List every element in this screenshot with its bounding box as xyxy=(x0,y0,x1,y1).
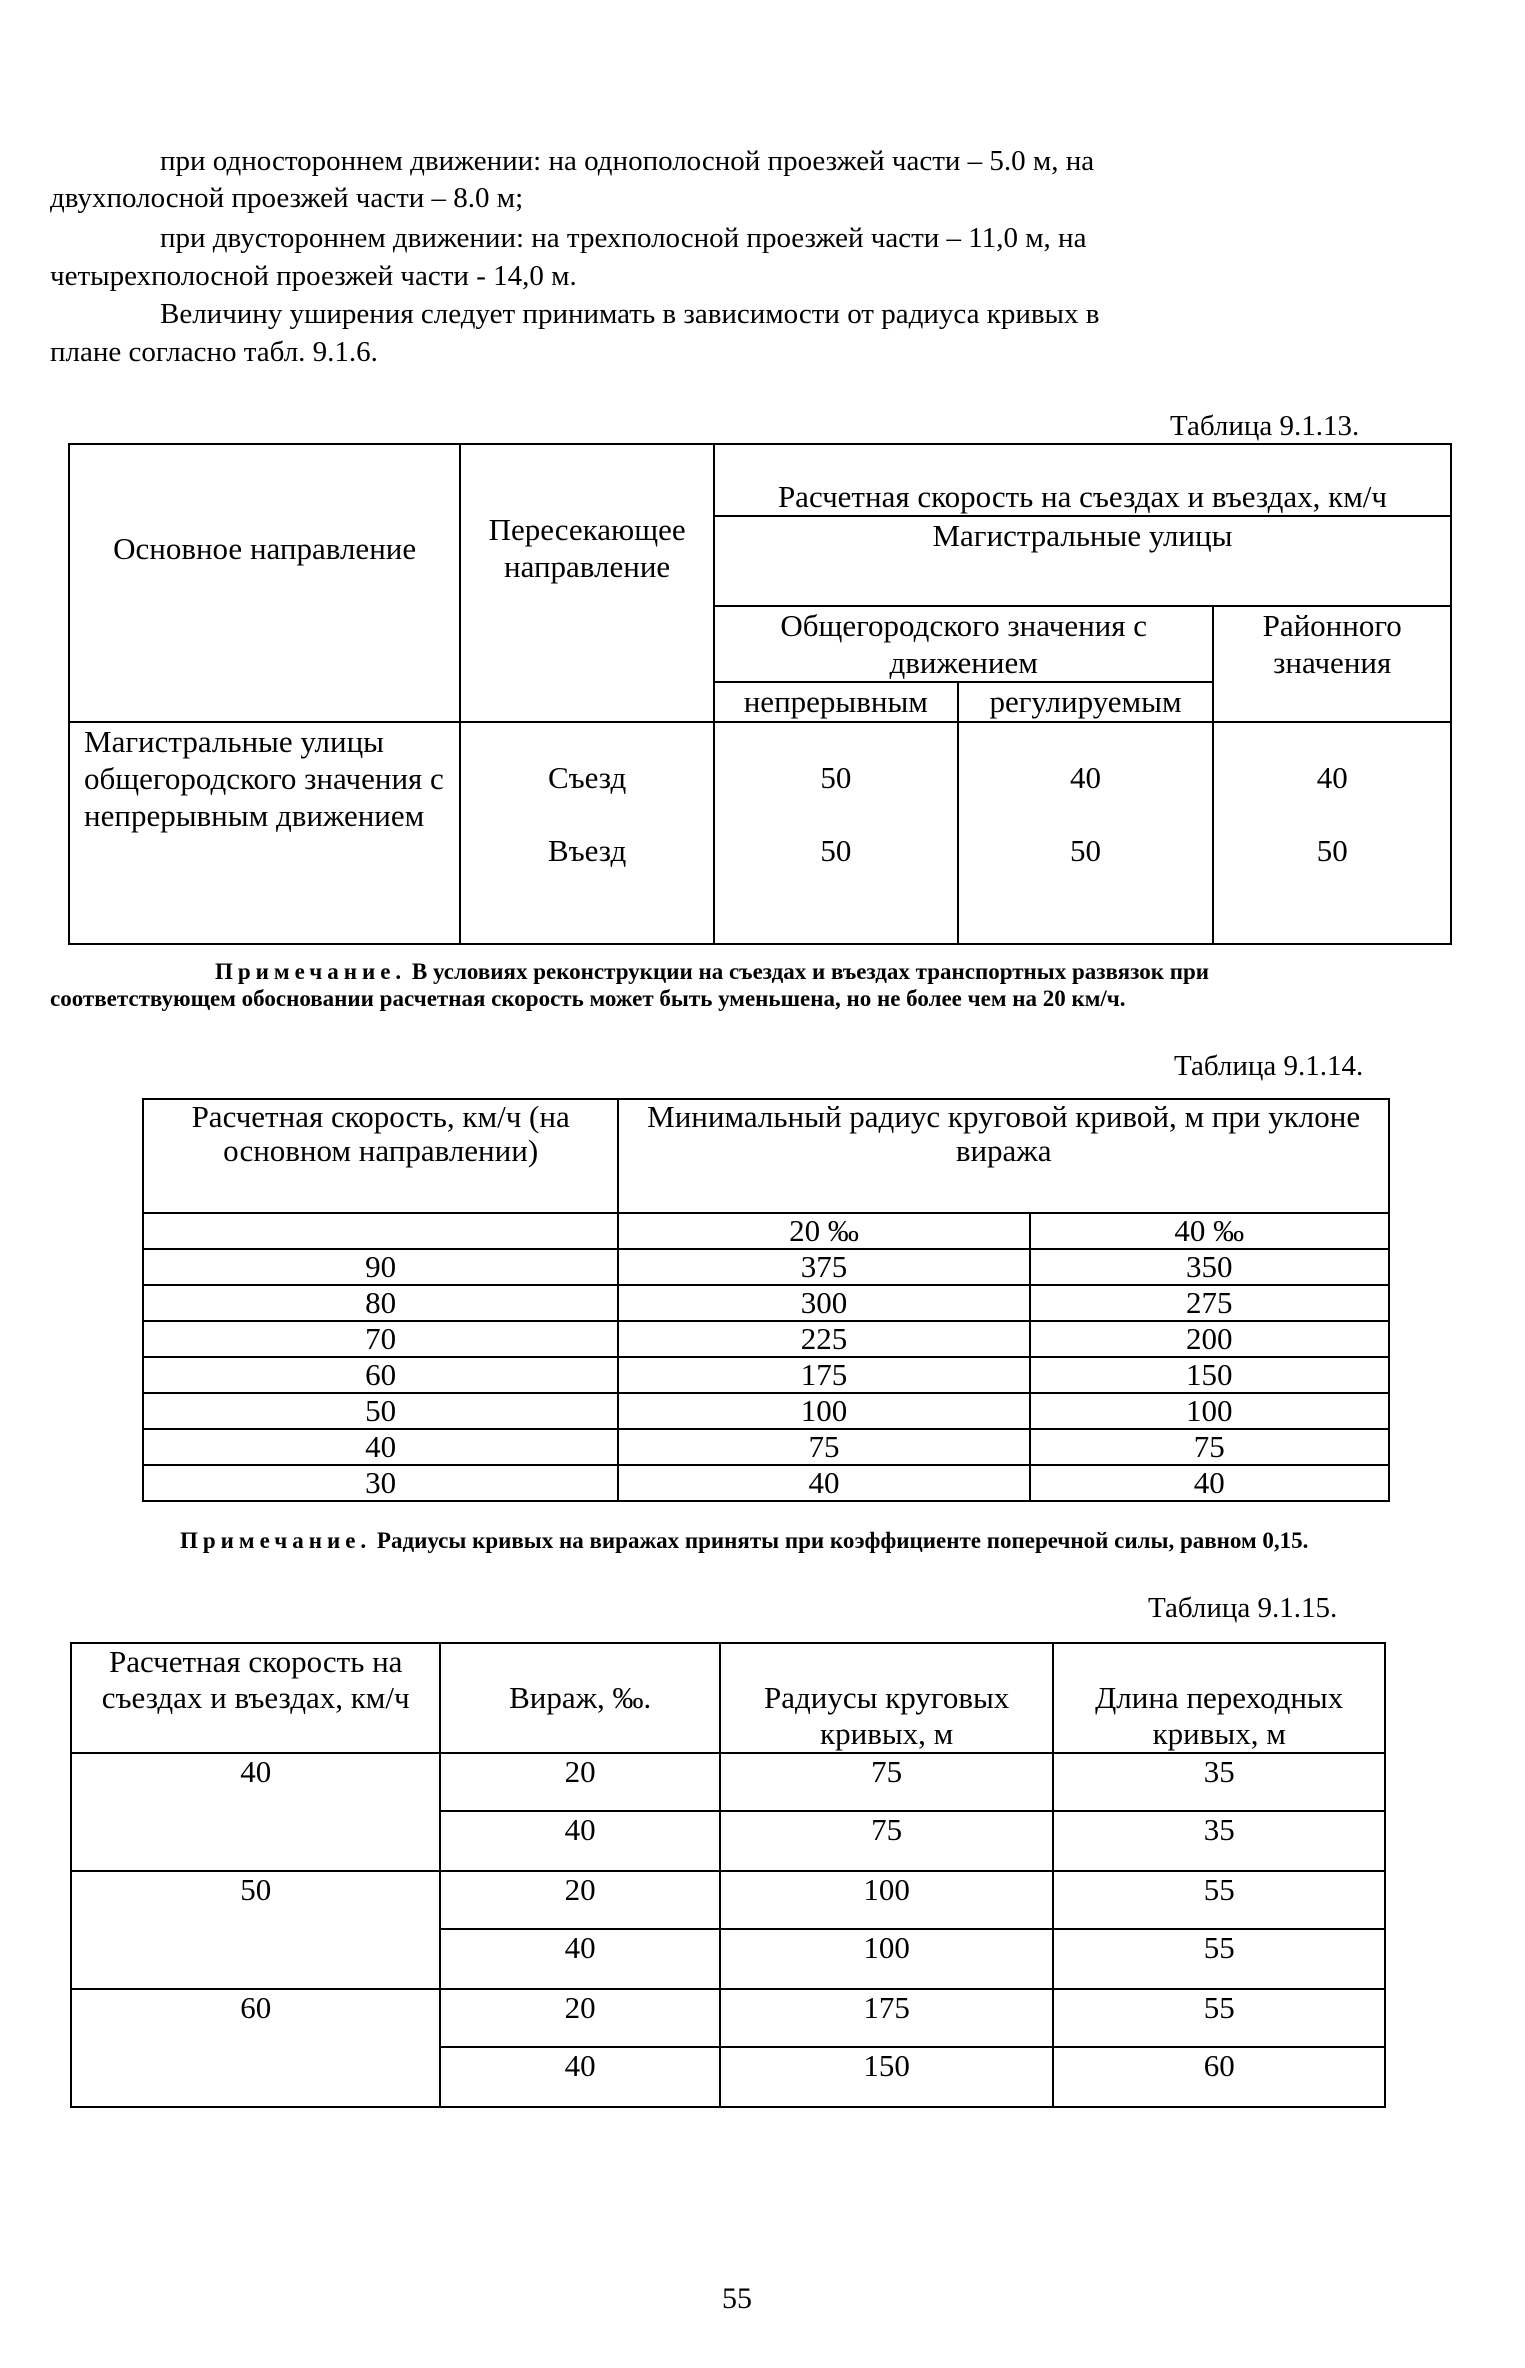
radius-40-cell: 150 xyxy=(1030,1357,1389,1393)
radius-20-cell: 225 xyxy=(618,1321,1029,1357)
header-regulated: регулируемым xyxy=(958,682,1214,722)
header-40-permille: 40 ‰ xyxy=(1030,1213,1389,1249)
radius-20-cell: 100 xyxy=(618,1393,1029,1429)
header-20-permille: 20 ‰ xyxy=(618,1213,1029,1249)
row-label-arterial: Магистральные улицы общегородского значения с непрерывным движением xyxy=(69,722,460,944)
speed-cell: 60 xyxy=(71,1989,440,2107)
transition-cell: 35 xyxy=(1053,1753,1385,1811)
radius-cell: 100 xyxy=(720,1929,1053,1989)
table-row xyxy=(143,1285,1389,1321)
table-913 xyxy=(68,443,1452,945)
radius-20-cell: 300 xyxy=(618,1285,1029,1321)
header-bank: Вираж, ‰. xyxy=(440,1643,720,1753)
cell-regulated xyxy=(958,722,1214,944)
cell-district xyxy=(1213,722,1451,944)
header-transition: Длина переходных кривых, м xyxy=(1053,1643,1385,1753)
radius-40-cell: 275 xyxy=(1030,1285,1389,1321)
value: 40 xyxy=(1316,760,1348,795)
table-row xyxy=(71,1753,1385,1811)
bank-cell: 40 xyxy=(440,2047,720,2107)
header-district-significance: Районного значения xyxy=(1213,606,1451,722)
table-row xyxy=(143,1393,1389,1429)
value: 50 xyxy=(1070,833,1102,868)
speed-cell: 50 xyxy=(71,1871,440,1989)
header-main-direction: Основное направление xyxy=(69,444,460,722)
note-heading: Примечание. xyxy=(180,1528,372,1553)
radius-cell: 100 xyxy=(720,1871,1053,1929)
radius-cell: 75 xyxy=(720,1811,1053,1871)
paragraph-widening: Величину уширения следует принимать в зависимости от радиуса кривых в xyxy=(160,298,1100,330)
table-row xyxy=(143,1357,1389,1393)
page-number: 55 xyxy=(722,2282,752,2315)
header-arterial-streets: Магистральные улицы xyxy=(714,516,1451,606)
header-cross-direction: Пересекающее направление xyxy=(460,444,714,722)
radius-40-cell: 200 xyxy=(1030,1321,1389,1357)
paragraph-two-way: при двустороннем движении: на трехполосной проезжей части – 11,0 м, на xyxy=(160,222,1087,254)
table-914 xyxy=(142,1098,1390,1502)
table-row xyxy=(71,1871,1385,1929)
transition-cell: 55 xyxy=(1053,1871,1385,1929)
table-row xyxy=(143,1429,1389,1465)
bank-cell: 40 xyxy=(440,1929,720,1989)
paragraph-one-way: при одностороннем движении: на однополосной проезжей части – 5.0 м, на xyxy=(160,145,1095,177)
header-city-significance: Общегородского значения с движением xyxy=(714,606,1213,682)
radius-20-cell: 75 xyxy=(618,1429,1029,1465)
table-914-note xyxy=(50,1527,1390,1554)
note-body: Радиусы кривых на виражах приняты при коэффициенте поперечной силы, равном 0,15. xyxy=(376,1528,1309,1553)
speed-cell: 40 xyxy=(71,1753,440,1871)
note-body: В условиях реконструкции на съездах и въездах транспортных развязок при соответствующем обосновании расчетная скорость может быть уменьшена, но не более чем на 20 км/ч. xyxy=(50,959,1209,1011)
speed-cell: 50 xyxy=(143,1393,618,1429)
speed-cell: 80 xyxy=(143,1285,618,1321)
table-915 xyxy=(70,1642,1386,2108)
transition-cell: 60 xyxy=(1053,2047,1385,2107)
header-speed-main: Расчетная скорость, км/ч (на основном направлении) xyxy=(143,1099,618,1213)
bank-cell: 20 xyxy=(440,1989,720,2047)
table-row xyxy=(71,1989,1385,2047)
radius-40-cell: 350 xyxy=(1030,1249,1389,1285)
table-915-caption: Таблица 9.1.15. xyxy=(1148,1592,1338,1624)
note-heading: Примечание. xyxy=(215,959,407,984)
header-design-speed: Расчетная скорость на съездах и въездах, км/ч xyxy=(71,1643,440,1753)
speed-cell: 40 xyxy=(143,1429,618,1465)
bank-cell: 20 xyxy=(440,1871,720,1929)
paragraph-widening-cont: плане согласно табл. 9.1.6. xyxy=(50,336,378,368)
transition-cell: 35 xyxy=(1053,1811,1385,1871)
paragraph-one-way-cont: двухполосной проезжей части – 8.0 м; xyxy=(50,182,524,214)
header-blank xyxy=(143,1213,618,1249)
radius-40-cell: 75 xyxy=(1030,1429,1389,1465)
radius-40-cell: 40 xyxy=(1030,1465,1389,1501)
cell-direction xyxy=(460,722,714,944)
direction-exit: Съезд xyxy=(547,760,627,795)
value: 40 xyxy=(1070,760,1102,795)
table-913-caption: Таблица 9.1.13. xyxy=(1170,410,1360,442)
value: 50 xyxy=(820,760,852,795)
paragraph-two-way-cont: четырехполосной проезжей части - 14,0 м. xyxy=(50,260,577,292)
bank-cell: 40 xyxy=(440,1811,720,1871)
transition-cell: 55 xyxy=(1053,1929,1385,1989)
table-913-note xyxy=(50,958,1390,1012)
table-row xyxy=(143,1465,1389,1501)
header-min-radius: Минимальный радиус круговой кривой, м при уклоне виража xyxy=(618,1099,1389,1213)
header-design-speed: Расчетная скорость на съездах и въездах, км/ч xyxy=(714,444,1451,516)
cell-continuous xyxy=(714,722,958,944)
table-row xyxy=(143,1249,1389,1285)
radius-40-cell: 100 xyxy=(1030,1393,1389,1429)
radius-cell: 150 xyxy=(720,2047,1053,2107)
radius-cell: 75 xyxy=(720,1753,1053,1811)
value: 50 xyxy=(820,833,852,868)
transition-cell: 55 xyxy=(1053,1989,1385,2047)
radius-20-cell: 375 xyxy=(618,1249,1029,1285)
header-radius: Радиусы круговых кривых, м xyxy=(720,1643,1053,1753)
speed-cell: 70 xyxy=(143,1321,618,1357)
value: 50 xyxy=(1316,833,1348,868)
radius-20-cell: 40 xyxy=(618,1465,1029,1501)
radius-cell: 175 xyxy=(720,1989,1053,2047)
speed-cell: 60 xyxy=(143,1357,618,1393)
header-continuous: непрерывным xyxy=(714,682,958,722)
speed-cell: 90 xyxy=(143,1249,618,1285)
radius-20-cell: 175 xyxy=(618,1357,1029,1393)
table-row xyxy=(143,1321,1389,1357)
table-914-caption: Таблица 9.1.14. xyxy=(1174,1050,1364,1082)
direction-entry: Въезд xyxy=(547,833,627,868)
bank-cell: 20 xyxy=(440,1753,720,1811)
speed-cell: 30 xyxy=(143,1465,618,1501)
